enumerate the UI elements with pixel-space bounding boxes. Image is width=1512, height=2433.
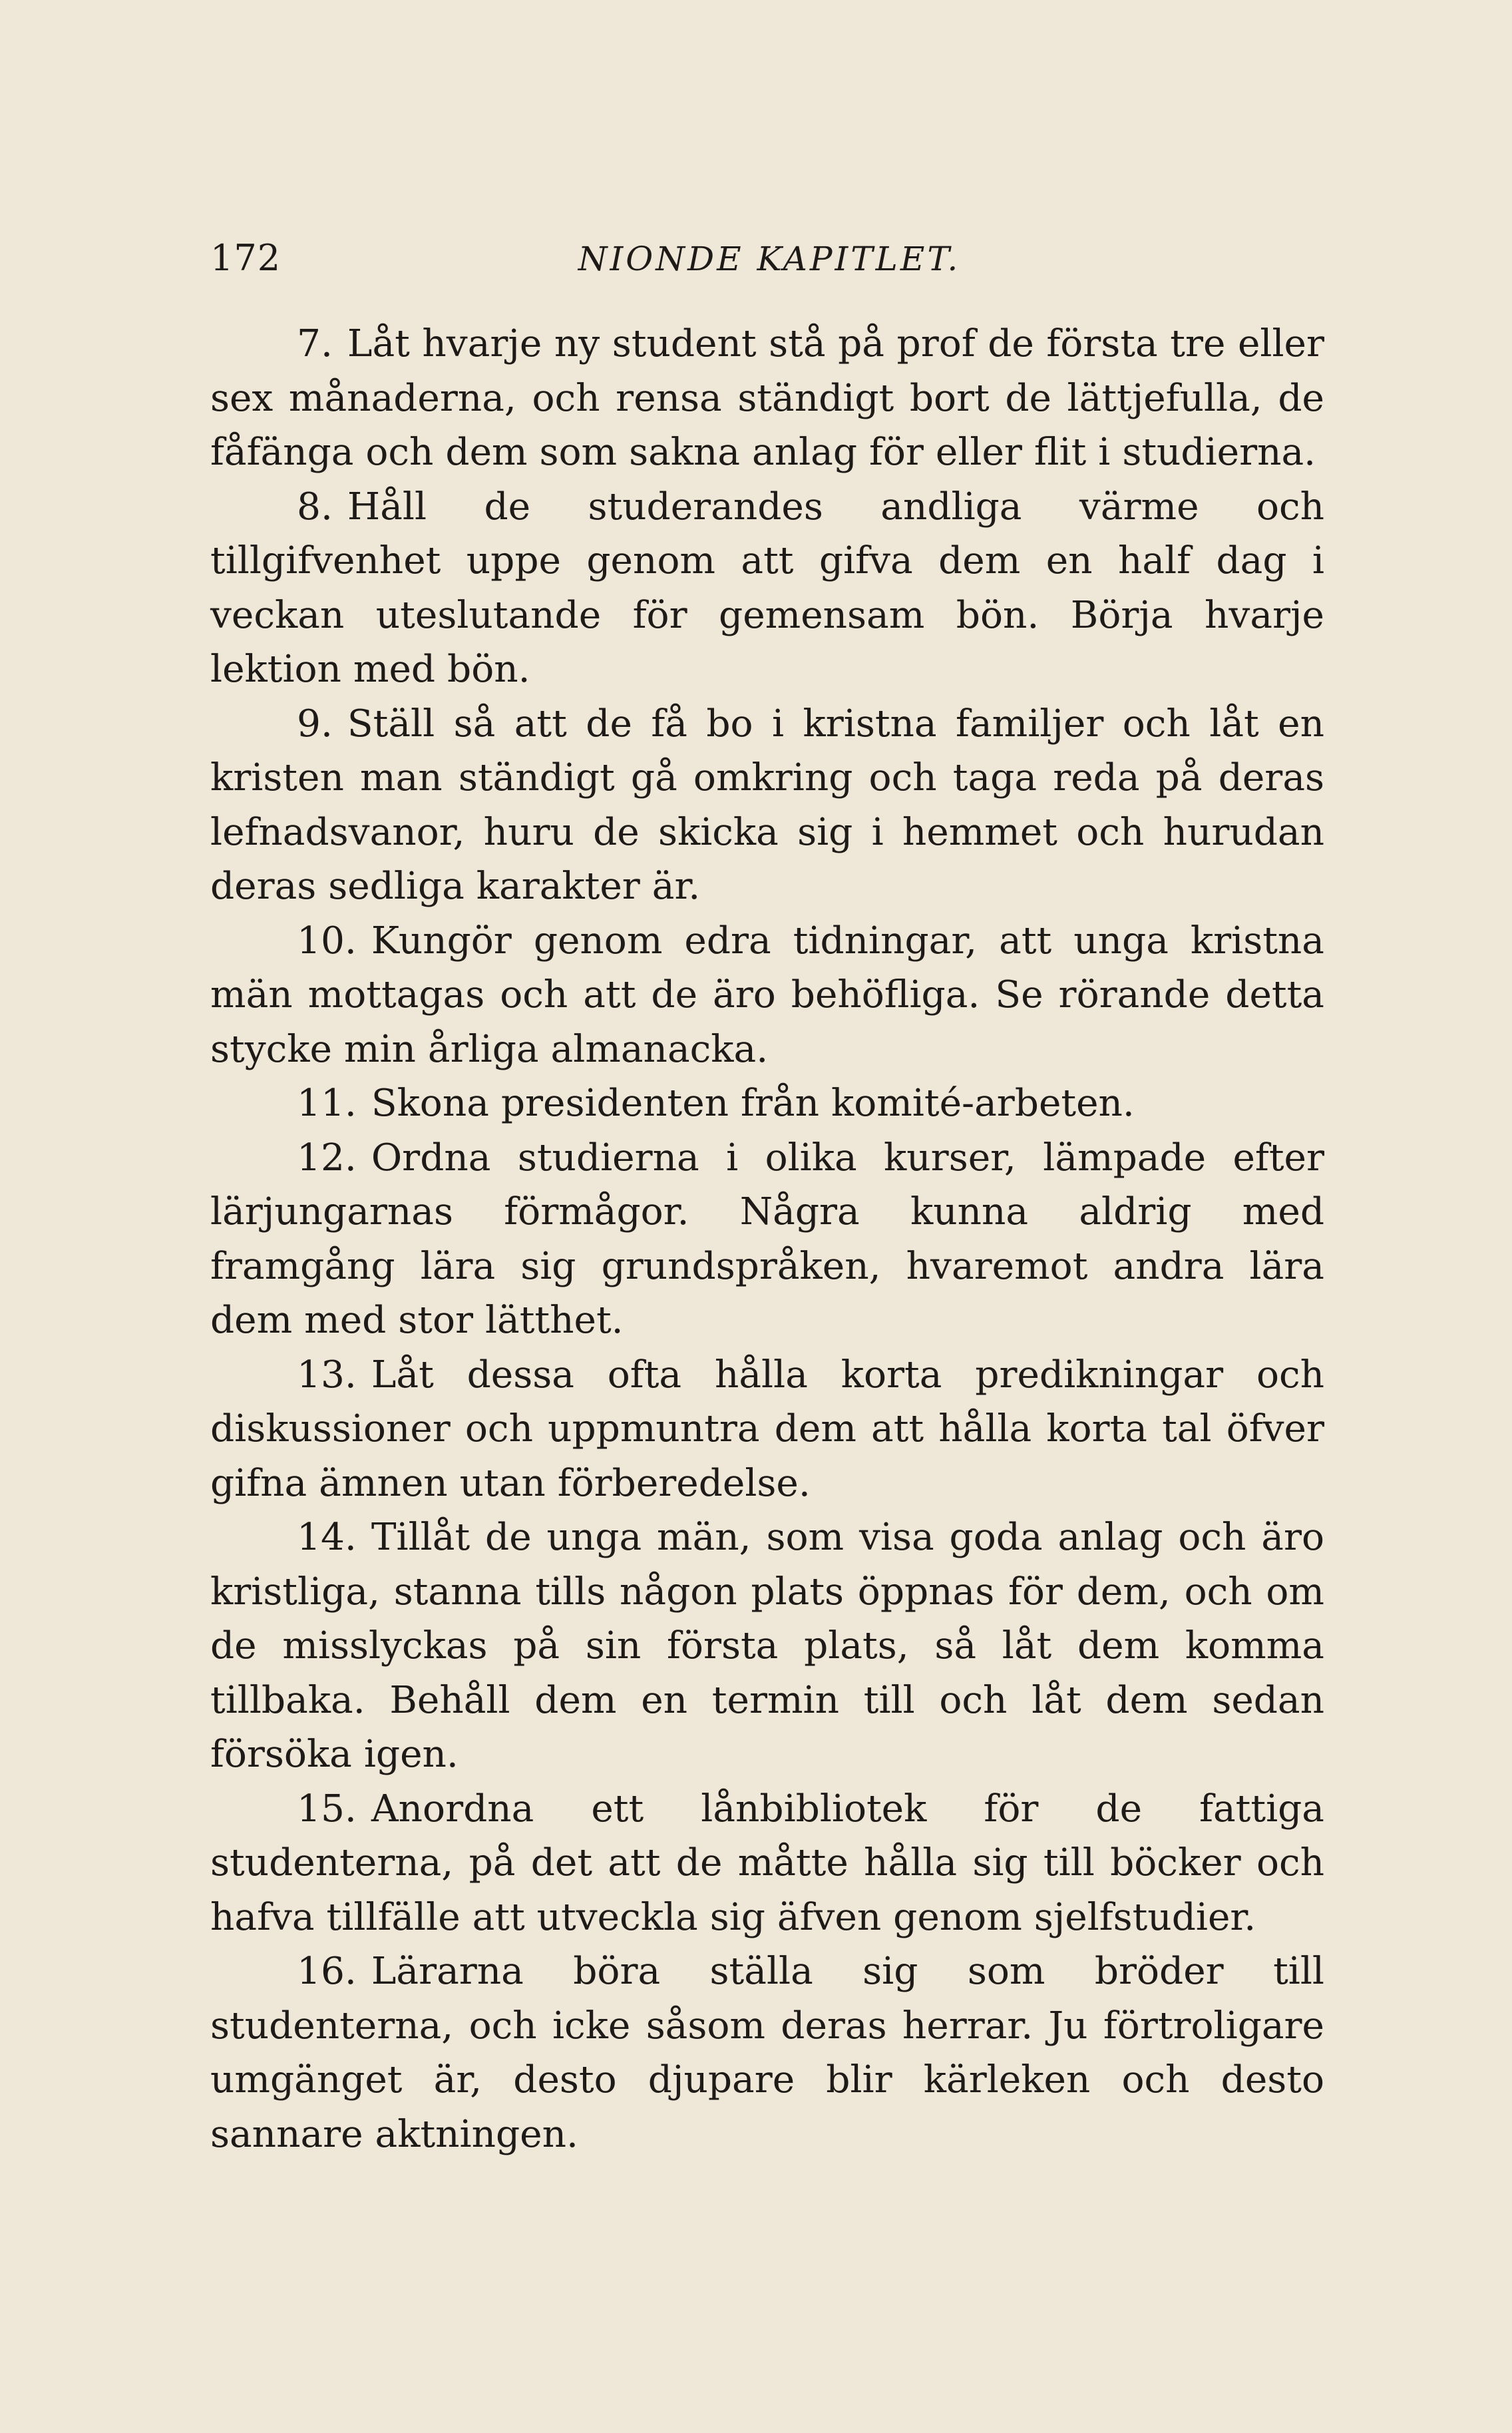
paragraph-number: 10. — [297, 919, 357, 963]
paragraph-text: Ställ så att de få bo i kristna familjer och låt en kristen man ständigt gå omkring och taga reda på deras lefnadsvanor, huru de skicka sig i hemmet och hurudan deras sedliga karakter är. — [210, 702, 1324, 908]
paragraph-text: Låt dessa ofta hålla korta predikningar och diskussioner och uppmuntra dem att hålla korta tal öfver gifna ämnen utan förberedelse. — [210, 1353, 1324, 1505]
paragraph-text: Skona presidenten från komité-arbeten. — [371, 1082, 1135, 1125]
paragraph-number: 15. — [297, 1787, 357, 1831]
paragraph-number: 9. — [297, 702, 333, 746]
paragraph-number: 8. — [297, 485, 333, 529]
paragraph-number: 11. — [297, 1082, 357, 1125]
paragraph-9 — [210, 697, 1324, 914]
paragraph-text: Kungör genom edra tidningar, att unga kristna män mottagas och att de äro behöfliga. Se rörande detta stycke min årliga almanacka. — [210, 919, 1324, 1071]
paragraph-8 — [210, 480, 1324, 697]
paragraph-text: Lärarna böra ställa sig som bröder till studenterna, och icke såsom deras herrar. Ju förtroligare umgänget är, desto djupare blir kärleken och desto sannare aktningen. — [210, 1950, 1324, 2156]
paragraph-12 — [210, 1131, 1324, 1348]
paragraph-14 — [210, 1510, 1324, 1782]
paragraph-number: 12. — [297, 1136, 357, 1180]
paragraph-text: Håll de studerandes andliga värme och tillgifvenhet uppe genom att gifva dem en half dag i veckan uteslutande för gemensam bön. Börja hvarje lektion med bön. — [210, 485, 1324, 691]
body-text — [210, 317, 1324, 2161]
running-head — [210, 237, 1328, 290]
paragraph-text: Anordna ett lånbibliotek för de fattiga studenterna, på det att de måtte hålla sig till böcker och hafva tillfälle att utveckla sig äfven genom sjelfstudier. — [210, 1787, 1324, 1939]
paragraph-16 — [210, 1944, 1324, 2161]
paragraph-10 — [210, 914, 1324, 1077]
paragraph-13 — [210, 1348, 1324, 1511]
paragraph-number: 13. — [297, 1353, 357, 1397]
paragraph-15 — [210, 1782, 1324, 1945]
paragraph-11 — [210, 1076, 1324, 1131]
paragraph-7 — [210, 317, 1324, 480]
paragraph-text: Ordna studierna i olika kurser, lämpade efter lärjungarnas förmågor. Några kunna aldrig med framgång lära sig grundspråken, hvaremot andra lära dem med stor lätthet. — [210, 1136, 1324, 1342]
paragraph-text: Låt hvarje ny student stå på prof de första tre eller sex månaderna, och rensa ständigt bort de lättjefulla, de fåfänga och dem som sakna anlag för eller flit i studierna. — [210, 322, 1324, 474]
chapter-title: NIONDE KAPITLET. — [578, 240, 961, 278]
page-number: 172 — [210, 237, 282, 279]
paragraph-number: 7. — [297, 322, 333, 365]
paragraph-number: 14. — [297, 1516, 357, 1559]
paragraph-number: 16. — [297, 1950, 357, 1993]
paragraph-text: Tillåt de unga män, som visa goda anlag och äro kristliga, stanna tills någon plats öppnas för dem, och om de misslyckas på sin första plats, så låt dem komma tillbaka. Behåll dem en termin till och låt dem sedan försöka igen. — [210, 1516, 1324, 1776]
